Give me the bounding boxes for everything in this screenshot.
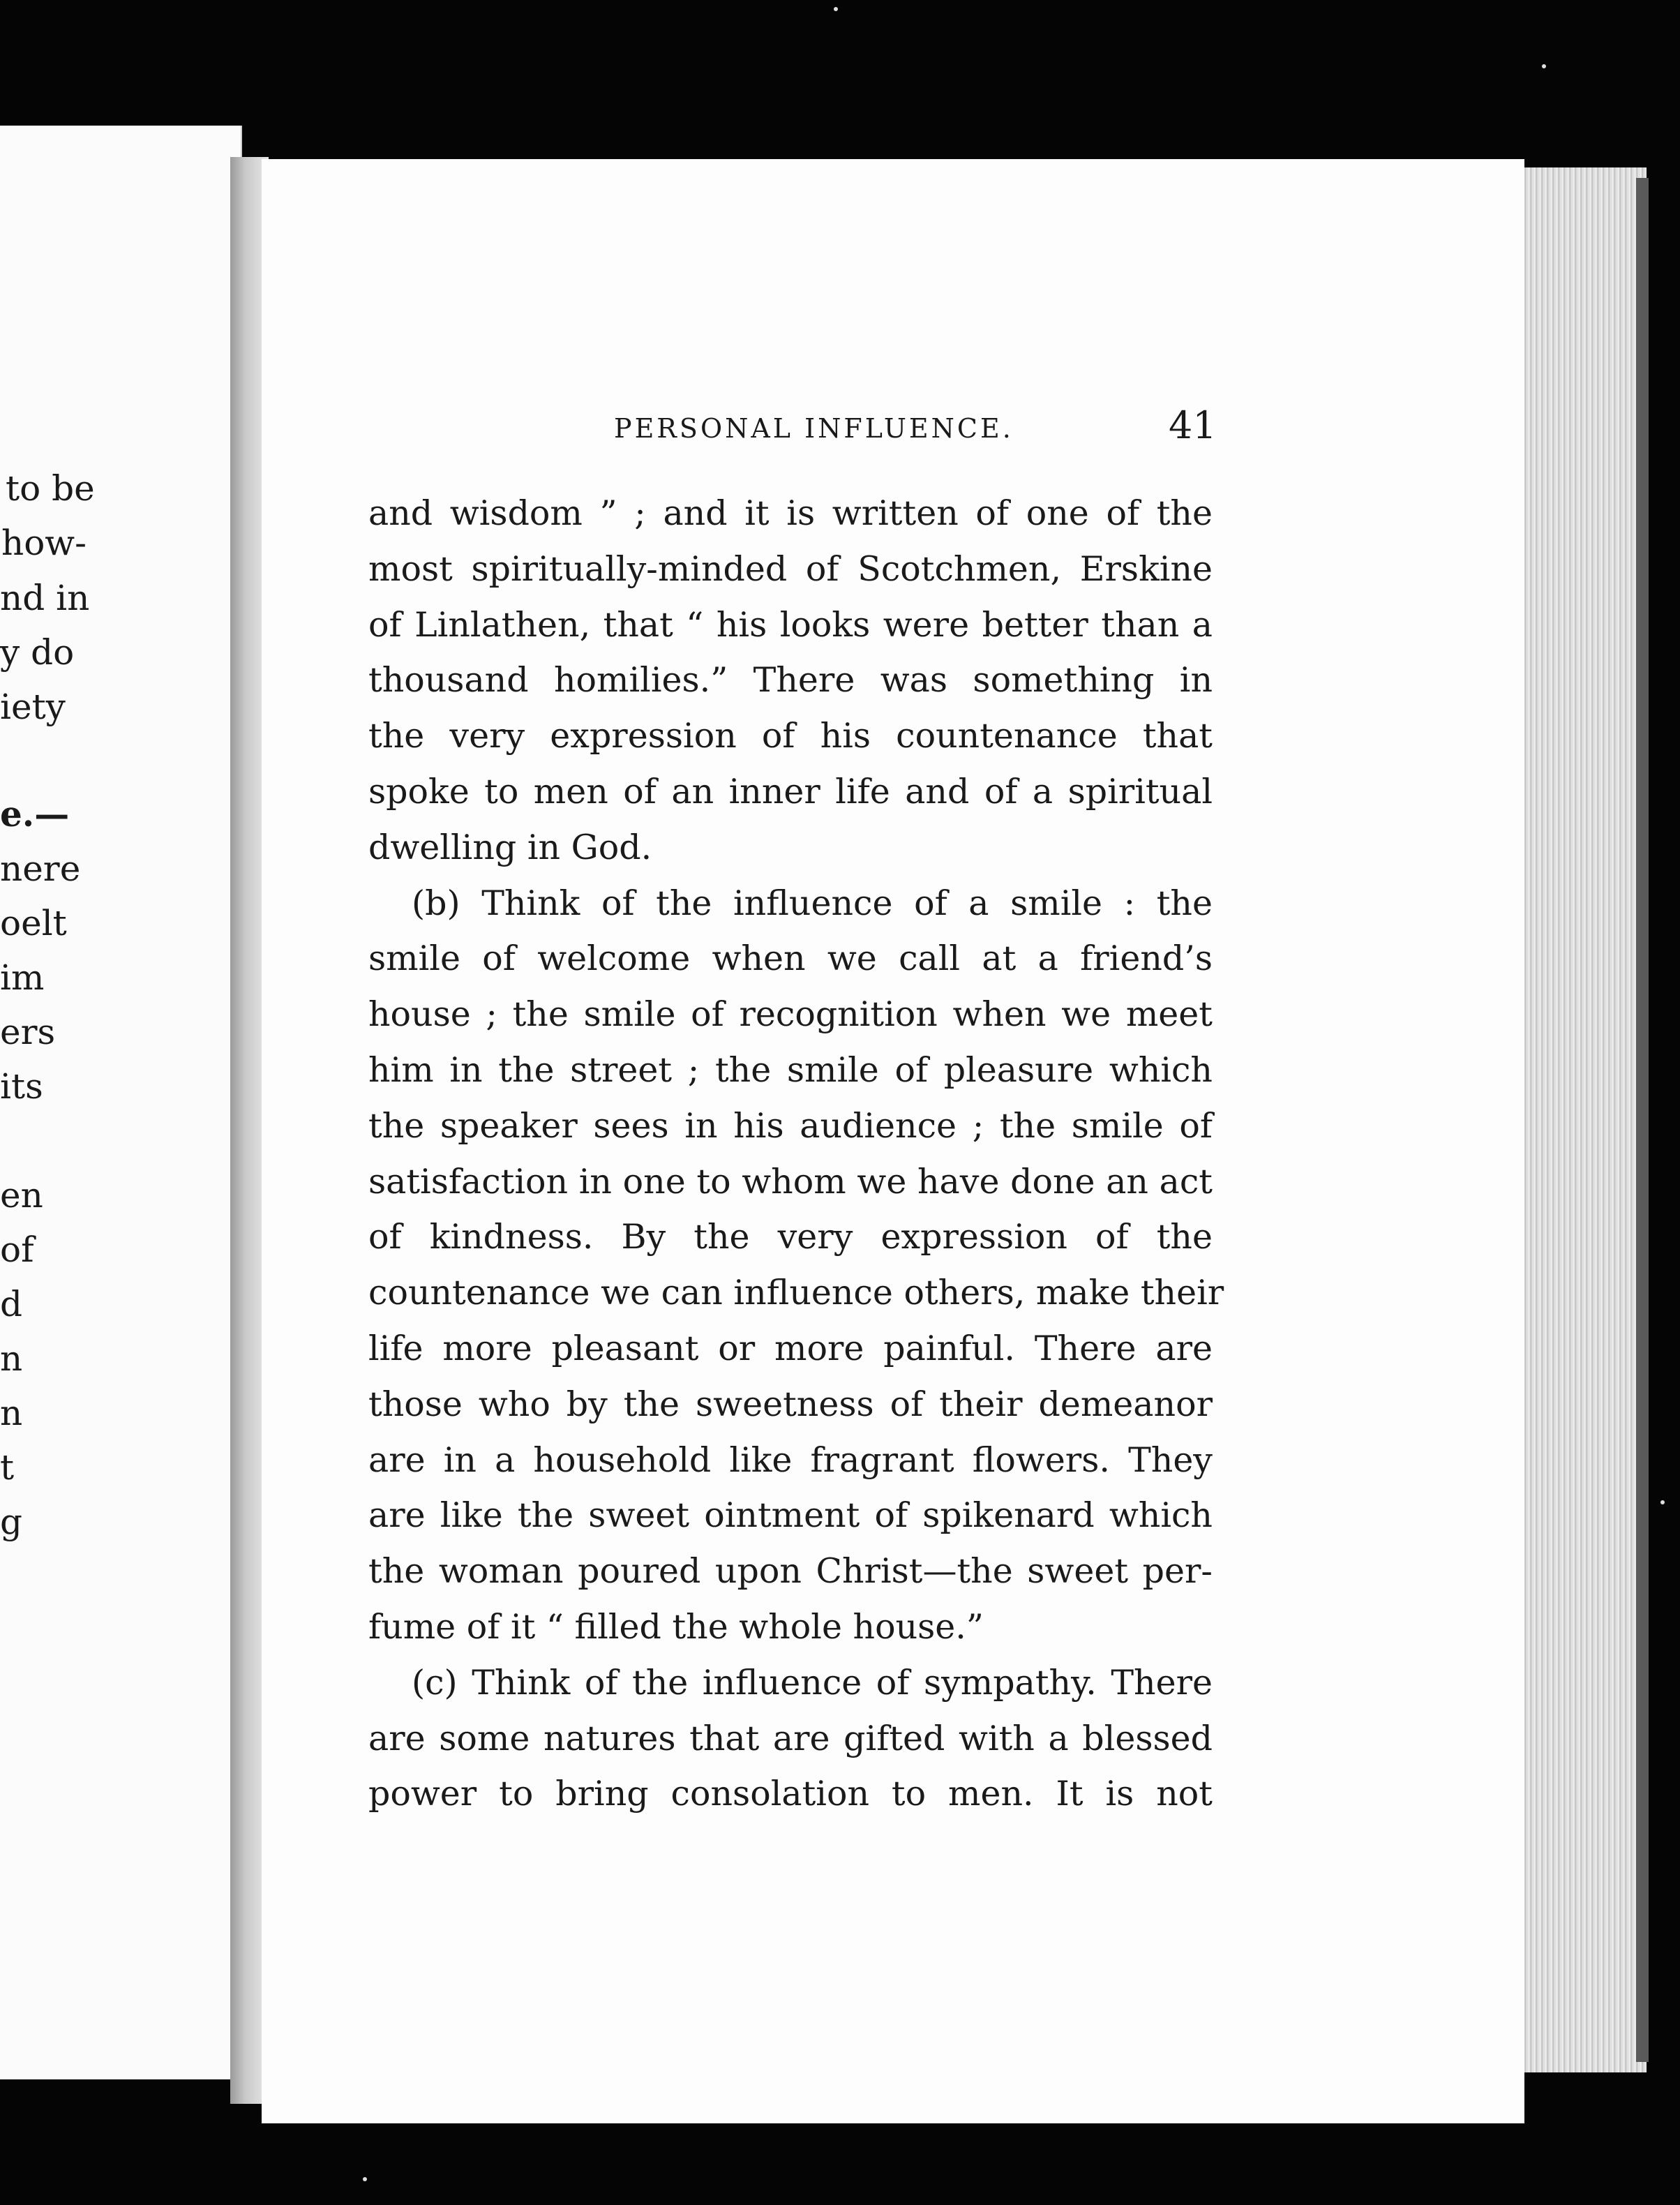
running-head: PERSONAL INFLUENCE.	[614, 413, 1014, 444]
scan-speck	[834, 7, 838, 11]
text-line: house ; the smile of recognition when we meet	[368, 994, 1213, 1035]
text-line: the very expression of his countenance that	[368, 716, 1213, 756]
left-facing-page	[0, 126, 242, 2079]
scan-speck	[363, 2177, 367, 2181]
text-line: spoke to men of an inner life and of a spiritual	[368, 771, 1213, 812]
scan-speck	[1660, 1500, 1665, 1504]
left-page-fragment: its	[0, 1066, 43, 1107]
left-page-fragment: e.—	[0, 793, 70, 835]
text-line: the woman poured upon Christ—the sweet per-	[368, 1551, 1213, 1592]
text-line: of Linlathen, that “ his looks were better than a	[368, 604, 1213, 645]
left-page-fragment: y do	[0, 632, 75, 673]
text-line: and wisdom ” ; and it is written of one of the	[368, 493, 1213, 533]
left-page-fragment: g	[0, 1502, 23, 1542]
text-line: (b) Think of the influence of a smile : the	[412, 883, 1213, 923]
page-body-text	[368, 486, 1224, 1822]
scan-speck	[1542, 64, 1546, 68]
book-cover-edge	[1636, 178, 1649, 2062]
left-page-fragment: n	[0, 1393, 23, 1433]
left-page-fragment: en	[0, 1175, 43, 1216]
text-line: those who by the sweetness of their demeanor	[368, 1384, 1213, 1424]
text-line: him in the street ; the smile of pleasure which	[368, 1049, 1213, 1090]
left-page-fragment: im	[0, 957, 45, 998]
text-line: power to bring consolation to men. It is not	[368, 1774, 1213, 1814]
left-page-fragment: oelt	[0, 903, 67, 943]
text-line: the speaker sees in his audience ; the smile of	[368, 1105, 1213, 1146]
left-page-fragment: how-	[1, 523, 87, 563]
text-line: most spiritually-minded of Scotchmen, Erskine	[368, 548, 1213, 589]
text-line: dwelling in God.	[368, 827, 652, 867]
left-page-fragment: n	[0, 1338, 23, 1379]
text-line: are like the sweet ointment of spikenard which	[368, 1495, 1213, 1536]
text-line: (c) Think of the influence of sympathy. There	[412, 1662, 1213, 1703]
text-line: life more pleasant or more painful. There are	[368, 1328, 1213, 1368]
page-number: 41	[1169, 403, 1217, 447]
left-page-fragment: nd in	[0, 578, 90, 618]
left-page-fragment: d	[0, 1284, 23, 1324]
left-page-fragment: ers	[0, 1012, 56, 1052]
text-line: smile of welcome when we call at a friend’s	[368, 939, 1213, 979]
text-line: are some natures that are gifted with a blessed	[368, 1718, 1213, 1758]
text-line: of kindness. By the very expression of the	[368, 1217, 1213, 1257]
left-page-fragment: t	[0, 1447, 15, 1488]
text-line: are in a household like fragrant flowers. They	[368, 1440, 1213, 1480]
left-page-fragment: to be	[6, 468, 95, 509]
text-line: fume of it “ filled the whole house.”	[368, 1606, 984, 1647]
left-page-fragment: of	[0, 1229, 34, 1270]
text-line: thousand homilies.” There was something in	[368, 660, 1213, 701]
text-line: countenance we can influence others, make their	[368, 1273, 1224, 1313]
page-edges	[1510, 167, 1647, 2072]
left-page-fragment: nere	[0, 849, 81, 889]
left-page-fragment: iety	[0, 687, 66, 727]
text-line: satisfaction in one to whom we have done an act	[368, 1161, 1213, 1202]
